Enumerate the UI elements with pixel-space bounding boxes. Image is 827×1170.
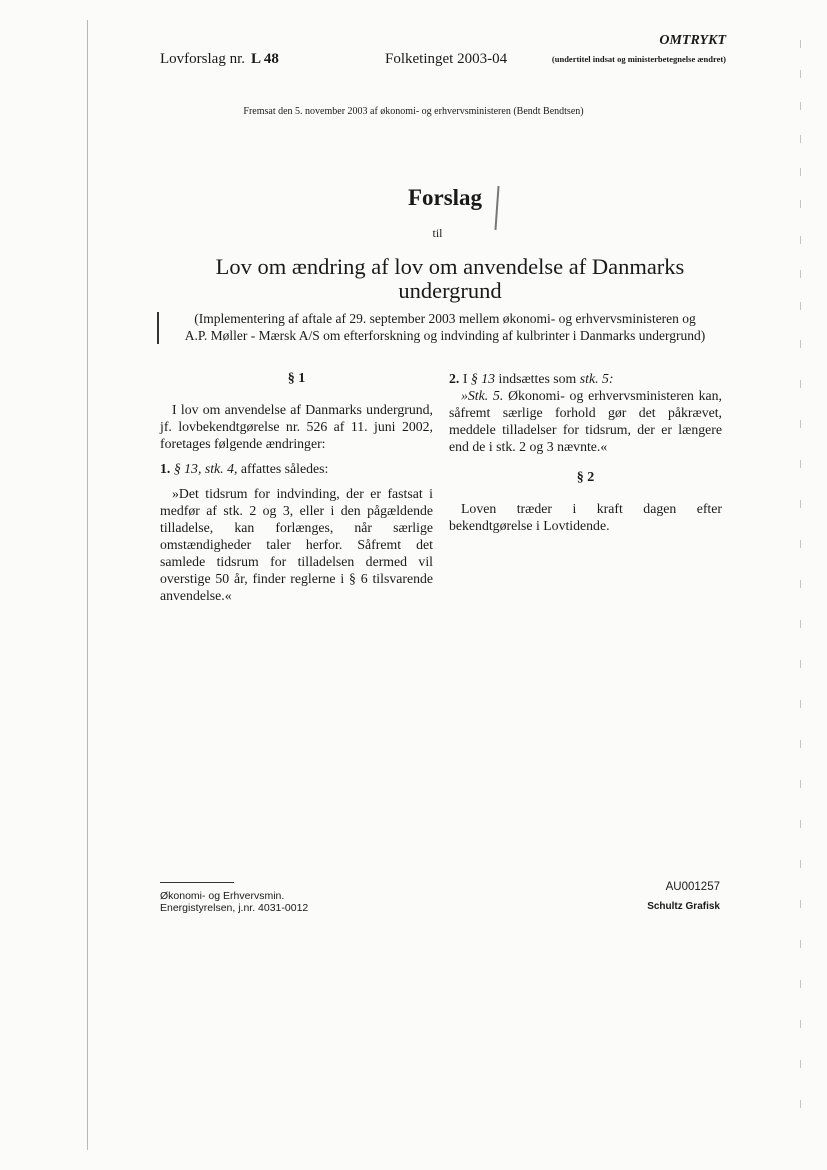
item1-quote: »Det tidsrum for indvinding, der er fastsat i medfør af stk. 2 og 3, eller i den pågældende tilladelse, kan forlænges, når særlige omstændigheder taler herfor. Såfremt det samlede tidsrum for tilladelsen dermed vil overstige 50 år, finder reglerne i § 6 tilsvarende anvendelse.«	[160, 486, 433, 603]
law-title-line2: undergrund	[398, 278, 502, 303]
item2-text: indsættes som	[498, 371, 577, 386]
item2-quote	[449, 387, 722, 455]
subtitle-line1: (Implementering af aftale af 29. september 2003 mellem økonomi- og erhvervsministeren og	[194, 311, 696, 326]
item2-pre: I	[462, 371, 468, 386]
item2-number: 2.	[449, 371, 460, 386]
proposal-heading: Forslag	[407, 185, 483, 210]
section2-heading: § 2	[576, 470, 595, 485]
proposal-til: til	[432, 226, 443, 240]
item1-text: affattes således:	[240, 461, 329, 476]
footer-agency-ref: Energistyrelsen, j.nr. 4031-0012	[160, 902, 309, 914]
section2-text: Loven træder i kraft dagen efter bekendtgørelse i Lovtidende.	[449, 501, 722, 533]
submitted-line: Fremsat den 5. november 2003 af økonomi- og erhvervsministeren (Bendt Bendtsen)	[243, 106, 584, 117]
subtitle	[160, 310, 730, 344]
reprint-note: (undertitel indsat og ministerbetegnelse ændret)	[551, 54, 726, 64]
section1-intro: I lov om anvendelse af Danmarks undergrund, jf. lovbekendtgørelse nr. 526 af 11. juni 2002, foretages følgende ændringer:	[160, 402, 433, 451]
bill-number: L 48	[250, 51, 279, 67]
session: Folketinget 2003-04	[385, 51, 508, 67]
left-column	[160, 370, 433, 604]
change-bar	[157, 312, 159, 344]
printer: Schultz Grafisk	[647, 901, 720, 912]
document-code: AU001257	[665, 881, 720, 893]
item2-quote-text: Økonomi- og erhvervsministeren kan, såfremt særlige forhold gør det påkrævet, meddele tilladelser for tidsrum, der er længere end de i stk. 2 og 3 nævnte.«	[449, 388, 722, 454]
bill-label-text: Lovforslag nr.	[160, 51, 245, 67]
subtitle-line2: A.P. Møller - Mærsk A/S om efterforskning og indvinding af kulbrinter i Danmarks undergrund)	[184, 328, 706, 343]
footnote-rule	[160, 882, 234, 883]
item2-quote-lead: »Stk. 5.	[461, 388, 504, 403]
item2-heading	[449, 370, 722, 387]
bill-label	[160, 51, 279, 68]
footer-ministry: Økonomi- og Erhvervsmin.	[160, 890, 285, 902]
item2-stk: stk. 5:	[579, 371, 614, 386]
item1-number: 1.	[160, 461, 171, 476]
section1-heading: § 1	[287, 371, 306, 386]
law-title-line1: Lov om ændring af lov om anvendelse af Danmarks	[215, 254, 685, 279]
law-title	[160, 255, 740, 303]
item1-heading	[160, 460, 433, 477]
item1-reference: § 13, stk. 4,	[173, 461, 238, 476]
footer-ministry-block	[160, 890, 308, 914]
reprint-mark: OMTRYKT	[659, 33, 726, 48]
right-column	[449, 370, 722, 534]
item2-reference: § 13	[470, 371, 496, 386]
